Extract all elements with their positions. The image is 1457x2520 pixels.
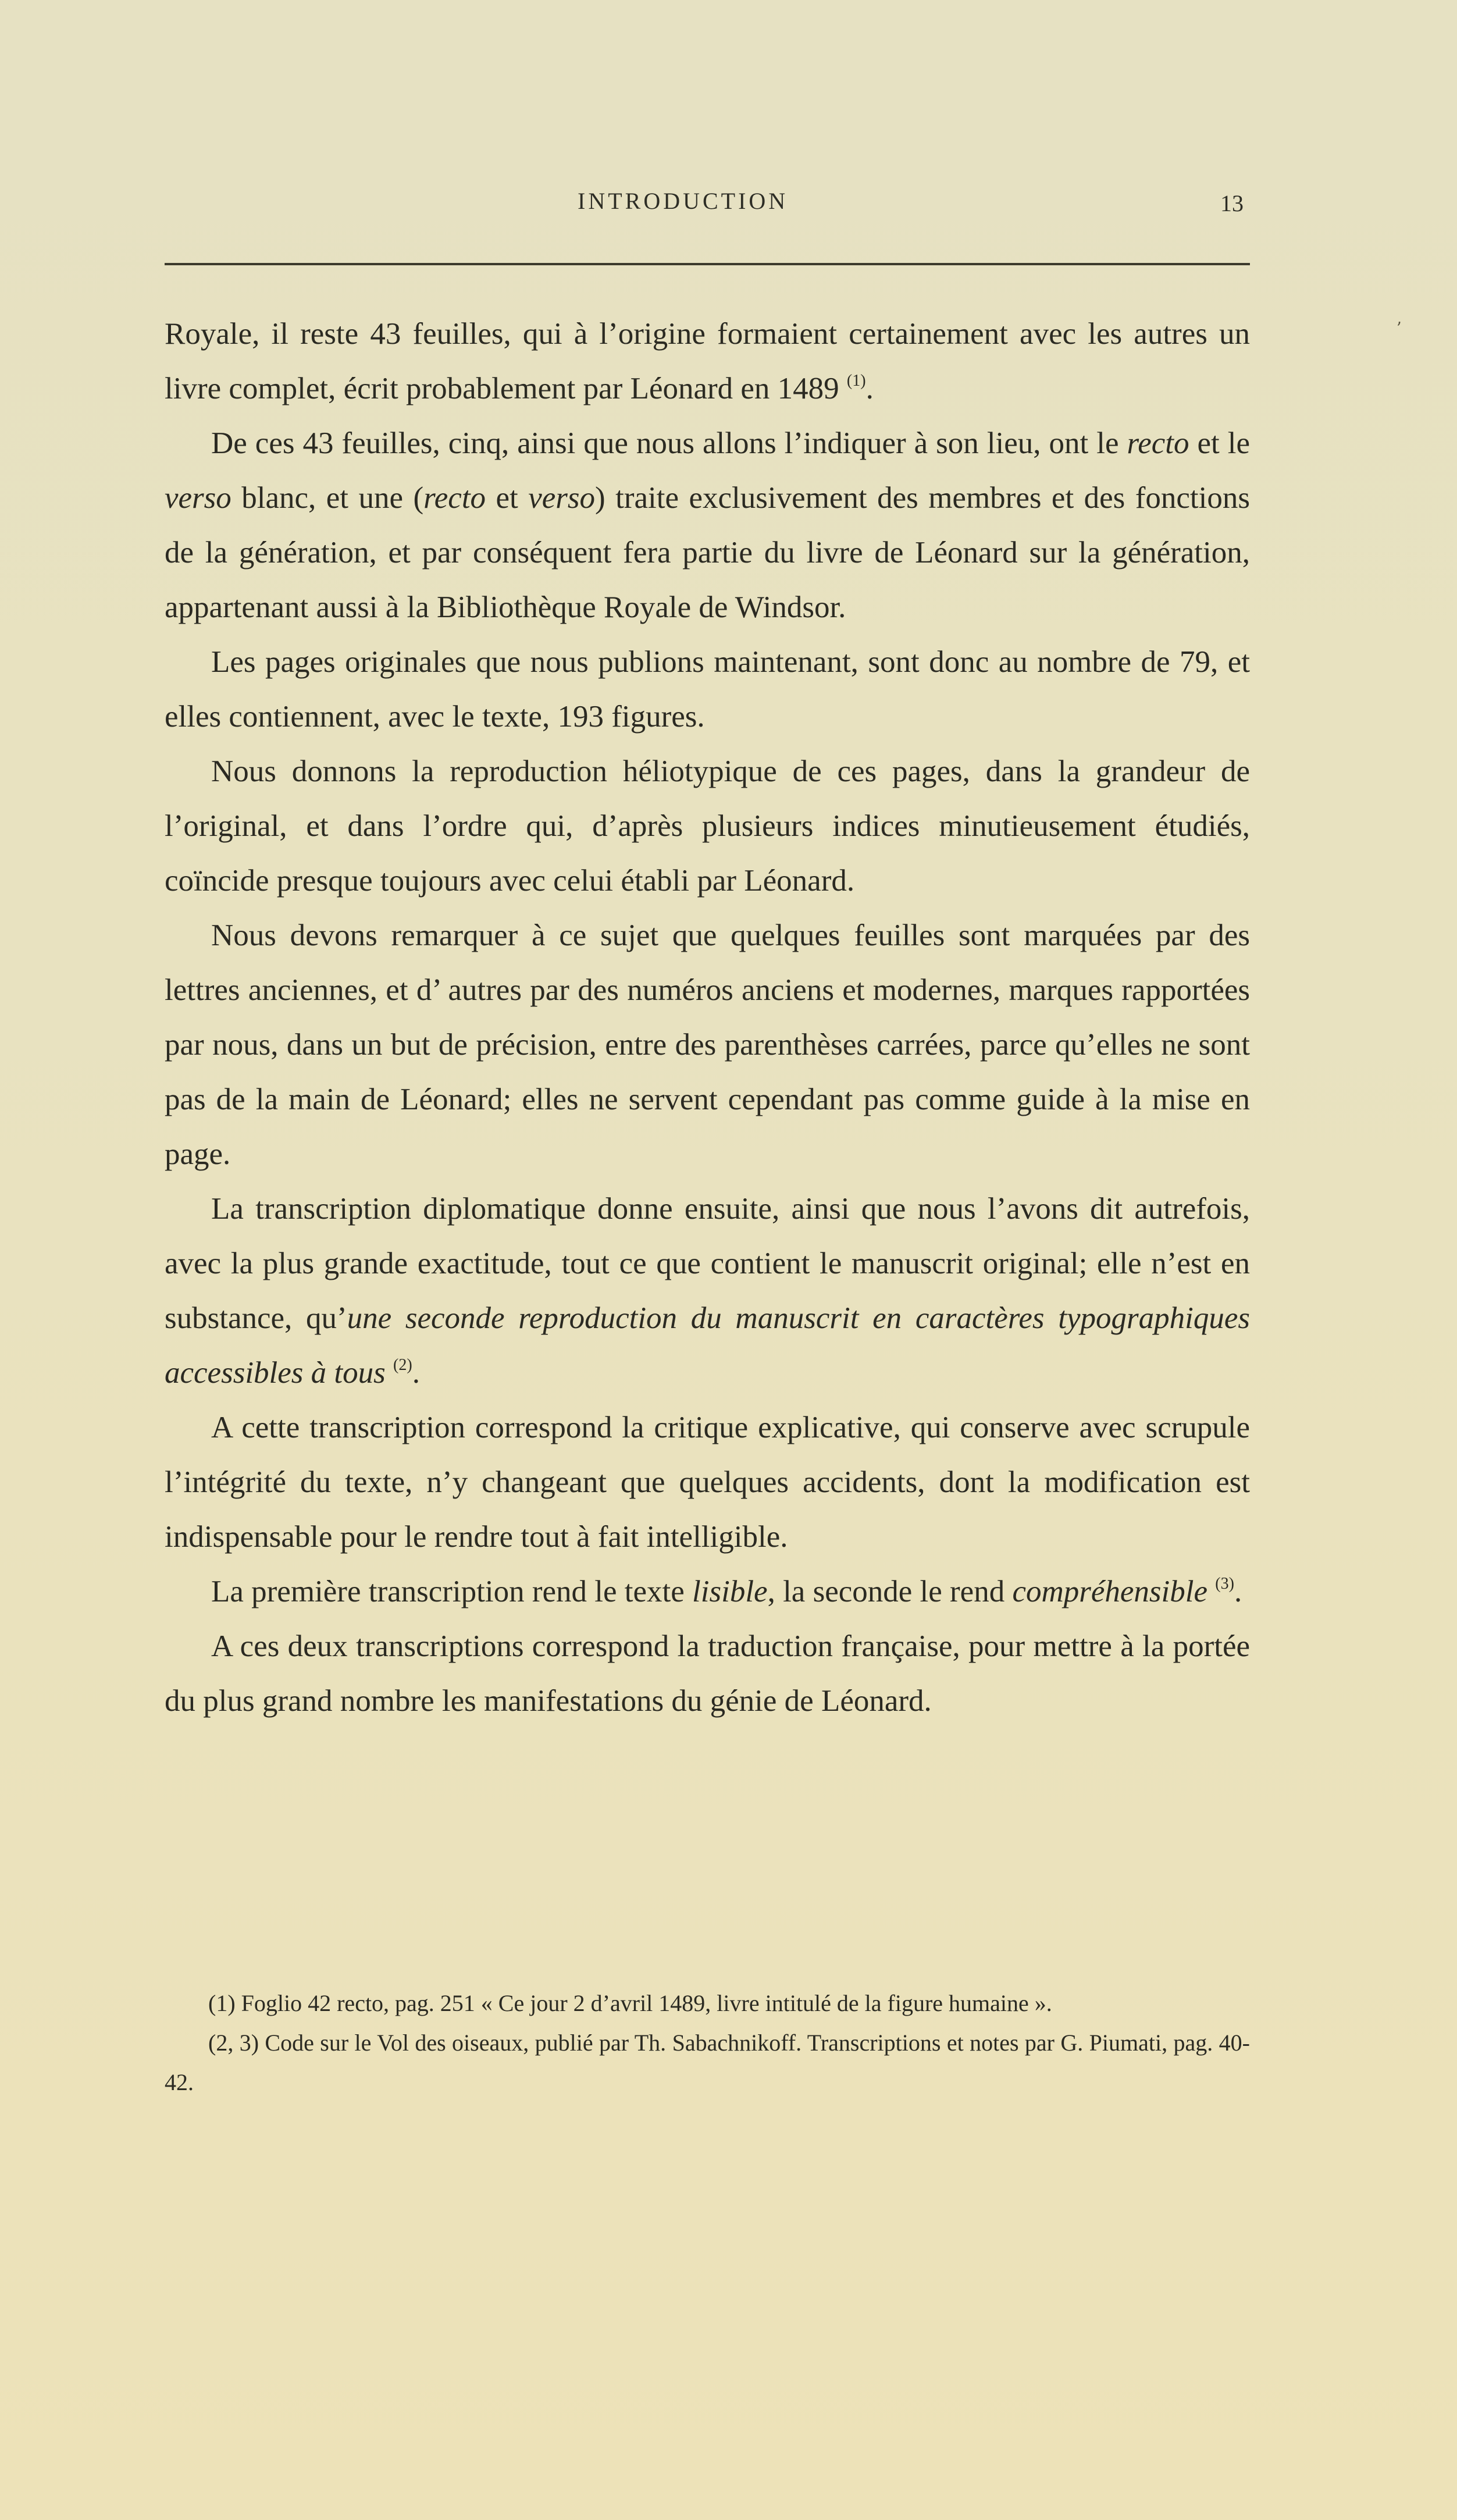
paragraph [165, 1181, 1250, 1400]
italic-text: recto [1127, 426, 1189, 460]
text-run: Les pages originales que nous publions maintenant, sont donc au nombre de 79, et elles contiennent, avec le texte, 193 figures. [165, 645, 1250, 734]
paragraph [165, 1400, 1250, 1564]
paragraph [165, 416, 1250, 635]
text-run: A ces deux transcriptions correspond la traduction française, pour mettre à la portée du plus grand nombre les manifestations du génie de Léonard. [165, 1629, 1250, 1718]
footnote: (1) Foglio 42 recto, pag. 251 « Ce jour 2 d’avril 1489, livre intitulé de la figure humaine ». [208, 1990, 1052, 2016]
text-run: et le [1189, 426, 1250, 460]
italic-text: verso [528, 481, 596, 515]
footnote-ref: (1) [846, 372, 866, 390]
italic-text: verso [165, 481, 231, 515]
paragraph [165, 908, 1250, 1181]
text-run: . [865, 372, 874, 405]
italic-text: compréhensible [1012, 1575, 1208, 1608]
margin-speck: ʼ [1396, 319, 1401, 338]
page-number: 13 [1220, 190, 1244, 216]
body-text [165, 307, 1250, 1728]
paragraph [165, 1564, 1250, 1619]
text-run [386, 1356, 393, 1390]
paragraph [165, 635, 1250, 744]
italic-text: recto [423, 481, 486, 515]
text-run: , la seconde le rend [767, 1575, 1013, 1608]
text-run [1207, 1575, 1215, 1608]
italic-text: une seconde reproduction du manuscrit en caractères typographiques accessibles à tous [165, 1301, 1250, 1390]
text-run: Nous donnons la reproduction héliotypique de ces pages, dans la grandeur de l’original, et dans l’ordre qui, d’après plusieurs indices minutieusement étudiés, coïncide presque toujours avec celui établi par Léonard. [165, 754, 1250, 898]
text-run: blanc, et une ( [231, 481, 424, 515]
paragraph [165, 1619, 1250, 1728]
italic-text: lisible [692, 1575, 768, 1608]
text-run: De ces 43 feuilles, cinq, ainsi que nous allons l’indiquer à son lieu, ont le [211, 426, 1127, 460]
text-run: et [486, 481, 529, 515]
paragraph [165, 307, 1250, 416]
footnote: (2, 3) Code sur le Vol des oiseaux, publié par Th. Sabachnikoff. Transcriptions et notes par G. Piumati, pag. 40-42. [165, 2030, 1250, 2095]
text-run: . [412, 1356, 420, 1390]
footnotes [165, 1984, 1250, 2102]
text-run: A cette transcription correspond la critique explicative, qui conserve avec scrupule l’intégrité du texte, n’y changeant que quelques accidents, dont la modification est indispensable pour le rendre tout à fait intelligible. [165, 1411, 1250, 1554]
header-rule [165, 263, 1250, 265]
text-run: ) traite exclusivement des membres et des fonctions de la génération, et par conséquent fera partie du livre de Léonard sur la génération, appartenant aussi à la Bibliothèque Royale de Windsor. [165, 481, 1250, 624]
text-run: . [1234, 1575, 1242, 1608]
text-run: La première transcription rend le texte [211, 1575, 693, 1608]
text-run: Royale, il reste 43 feuilles, qui à l’origine formaient certainement avec les autres un livre complet, écrit probablement par Léonard en 1489 [165, 317, 1250, 405]
footnote-ref: (3) [1215, 1575, 1234, 1593]
paragraph [165, 744, 1250, 908]
text-run: Nous devons remarquer à ce sujet que quelques feuilles sont marquées par des lettres anciennes, et d’ autres par des numéros anciens et modernes, marques rapportées par nous, dans un but de précision, entre des parenthèses carrées, parce qu’elles ne sont pas de la main de Léonard; elles ne servent cependant pas comme guide à la mise en page. [165, 919, 1250, 1171]
running-title: INTRODUCTION [578, 188, 789, 214]
footnote-ref: (2) [393, 1356, 412, 1374]
text-run: La transcription diplomatique donne ensuite, ainsi que nous l’avons dit autrefois, avec la plus grande exactitude, tout ce que contient le manuscrit original; elle n’est en substance, qu’ [165, 1192, 1250, 1335]
